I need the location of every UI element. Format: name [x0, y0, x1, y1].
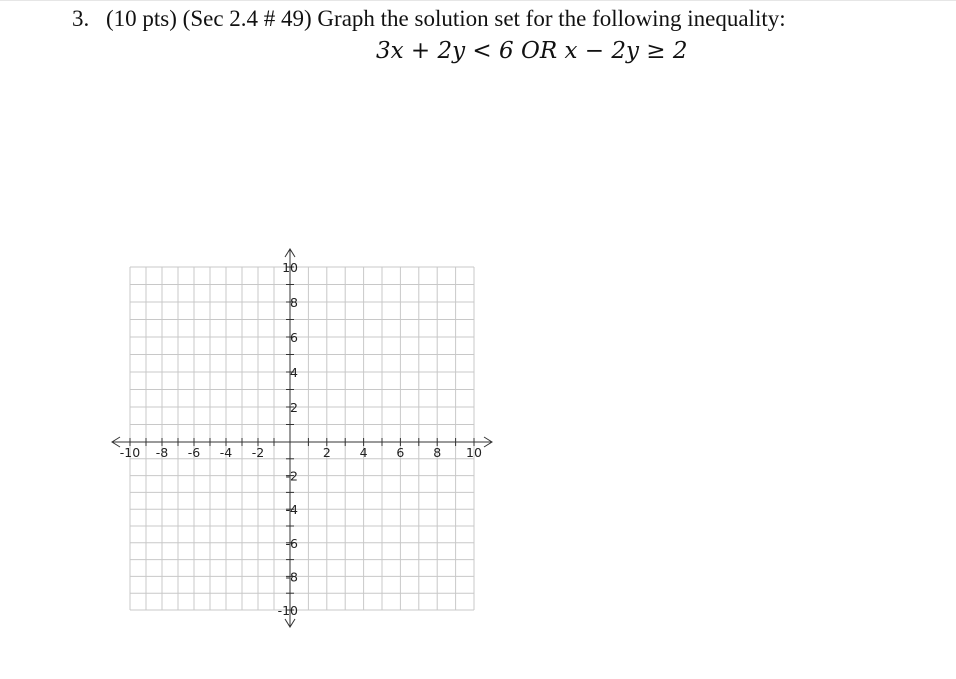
- y-tick-label: 6: [290, 330, 298, 345]
- tick-marks: [130, 267, 474, 610]
- axes: [112, 249, 492, 627]
- x-tick-label: 4: [359, 445, 368, 460]
- y-tick-label: -4: [285, 502, 298, 518]
- y-tick-label: -8: [285, 569, 298, 585]
- x-tick-label: 2: [322, 445, 331, 460]
- inequality-right: x − 2y ≥ 2: [557, 38, 688, 64]
- inequality-connector: OR: [520, 38, 558, 64]
- x-tick-label: -10: [119, 445, 141, 460]
- y-tick-label: 10: [282, 260, 298, 275]
- inequality-left: 3x + 2y < 6: [376, 38, 521, 64]
- problem-text: (10 pts) (Sec 2.4 # 49) Graph the solution set for the following inequality:: [106, 6, 786, 31]
- y-tick-label: -6: [285, 535, 298, 551]
- problem-number: 3.: [72, 6, 90, 31]
- x-tick-label: 6: [396, 445, 405, 460]
- y-tick-label: -10: [277, 603, 298, 618]
- x-tick-label: 10: [466, 445, 482, 460]
- x-tick-labels: [120, 445, 482, 460]
- y-tick-label: -2: [285, 468, 298, 484]
- x-tick-label: -8: [155, 445, 169, 460]
- x-tick-label: -4: [219, 445, 233, 460]
- y-tick-label: 4: [290, 365, 298, 380]
- x-tick-label: -2: [251, 445, 265, 460]
- x-tick-label: -6: [187, 445, 201, 460]
- x-tick-label: 8: [433, 445, 442, 460]
- y-tick-label: 2: [290, 400, 298, 415]
- y-tick-labels: [278, 260, 298, 618]
- grid-lines: [130, 267, 474, 610]
- y-tick-label: 8: [290, 295, 298, 310]
